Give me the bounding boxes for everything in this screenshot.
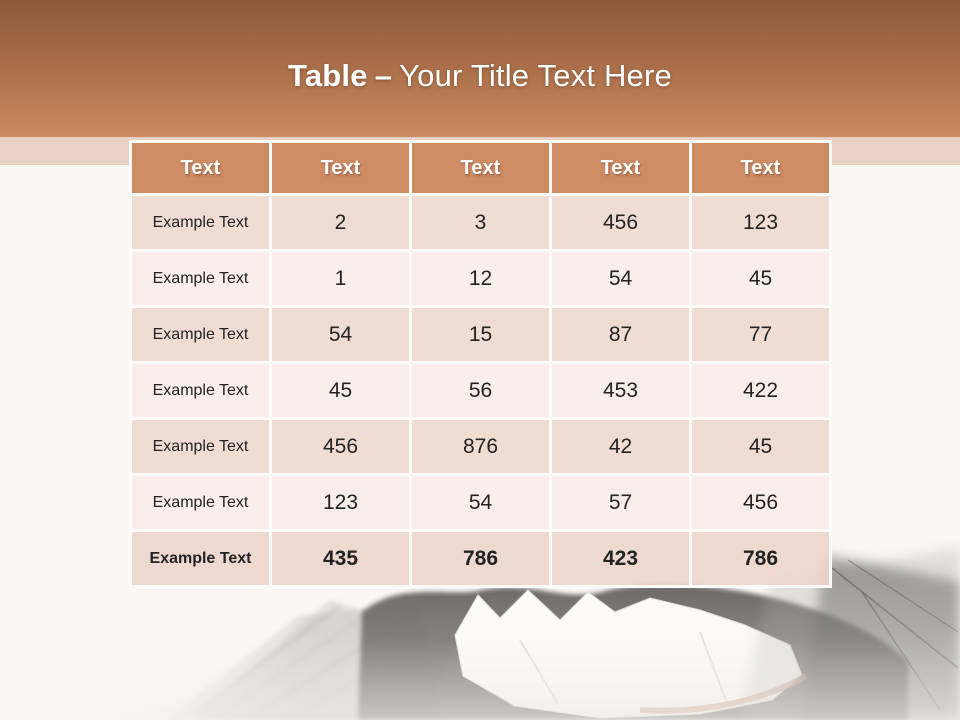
- table-cell: 453: [551, 363, 691, 419]
- table-cell: 1: [271, 251, 411, 307]
- table-row: [131, 531, 831, 587]
- table-row: [131, 475, 831, 531]
- table-cell: 422: [691, 363, 831, 419]
- table-cell: 57: [551, 475, 691, 531]
- column-header: Text: [551, 142, 691, 195]
- row-label-cell: Example Text: [131, 195, 271, 251]
- slide-header-band: [0, 0, 960, 137]
- table-cell: 3: [411, 195, 551, 251]
- table-cell: 12: [411, 251, 551, 307]
- table-cell: 456: [691, 475, 831, 531]
- table-cell: 42: [551, 419, 691, 475]
- table-cell: 54: [411, 475, 551, 531]
- table-row: [131, 251, 831, 307]
- table-cell: 45: [691, 419, 831, 475]
- table-cell: 45: [691, 251, 831, 307]
- table-cell: 77: [691, 307, 831, 363]
- table-cell: 876: [411, 419, 551, 475]
- table-cell: 423: [551, 531, 691, 587]
- row-label-cell: Example Text: [131, 419, 271, 475]
- column-header: Text: [131, 142, 271, 195]
- table-cell: 456: [271, 419, 411, 475]
- table-cell: 786: [691, 531, 831, 587]
- table-header-row: [131, 142, 831, 195]
- table-row: [131, 195, 831, 251]
- column-header: Text: [271, 142, 411, 195]
- table-cell: 2: [271, 195, 411, 251]
- title-separator: –: [374, 57, 393, 93]
- table-body: [131, 195, 831, 587]
- row-label-cell: Example Text: [131, 531, 271, 587]
- row-label-cell: Example Text: [131, 475, 271, 531]
- row-label-cell: Example Text: [131, 363, 271, 419]
- row-label-cell: Example Text: [131, 251, 271, 307]
- column-header: Text: [691, 142, 831, 195]
- page-title: [288, 58, 672, 94]
- table-cell: 87: [551, 307, 691, 363]
- table-row: [131, 363, 831, 419]
- table-cell: 123: [691, 195, 831, 251]
- table-cell: 435: [271, 531, 411, 587]
- data-table: [129, 140, 832, 588]
- table-cell: 456: [551, 195, 691, 251]
- table-cell: 15: [411, 307, 551, 363]
- table-cell: 54: [551, 251, 691, 307]
- table-row: [131, 307, 831, 363]
- table-cell: 54: [271, 307, 411, 363]
- table-row: [131, 419, 831, 475]
- title-subtitle: Your Title Text Here: [399, 57, 672, 93]
- table-cell: 45: [271, 363, 411, 419]
- row-label-cell: Example Text: [131, 307, 271, 363]
- table-cell: 56: [411, 363, 551, 419]
- column-header: Text: [411, 142, 551, 195]
- table-cell: 123: [271, 475, 411, 531]
- table-cell: 786: [411, 531, 551, 587]
- title-keyword: Table: [288, 57, 368, 93]
